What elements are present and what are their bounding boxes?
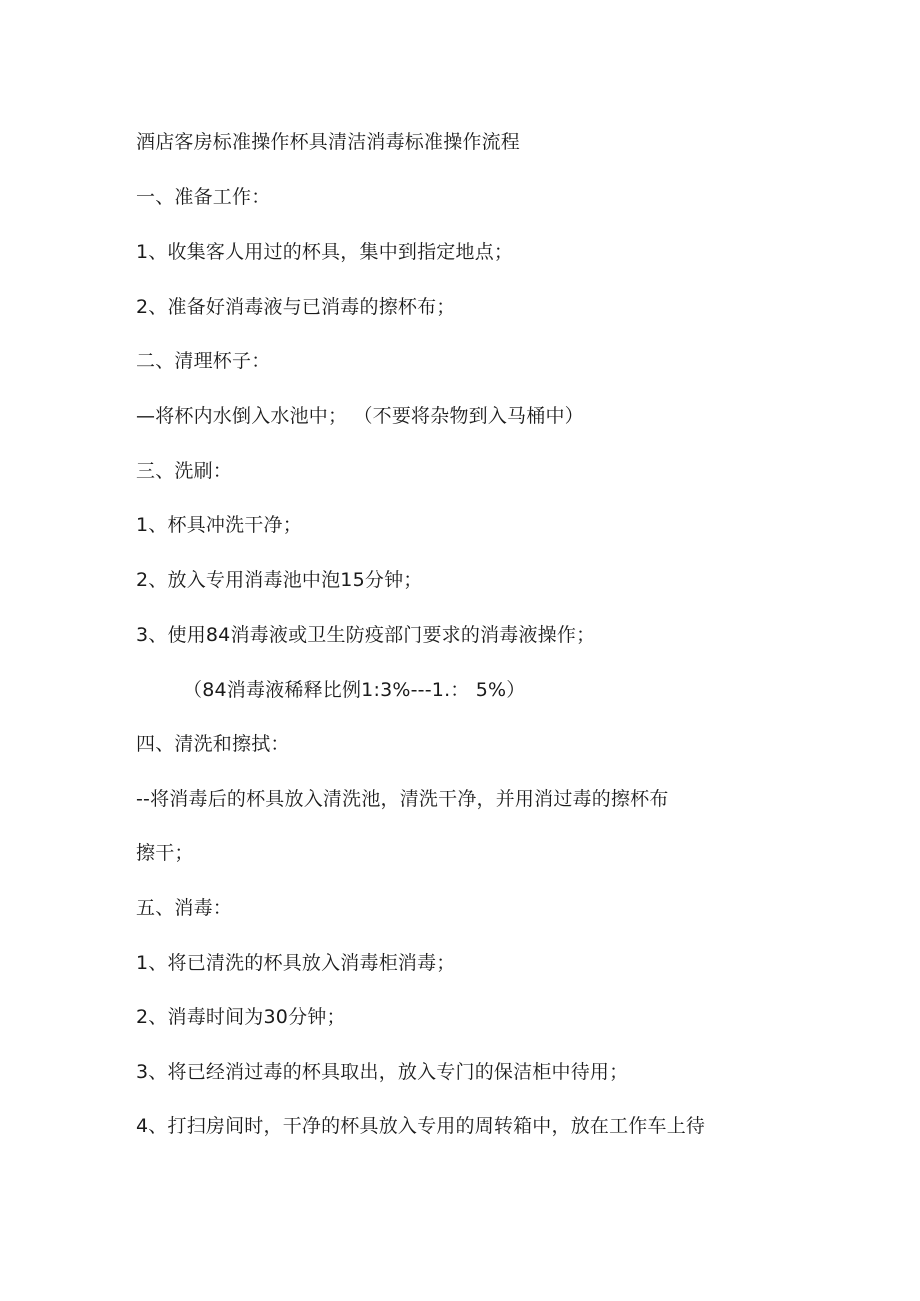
section-heading-disinfect: 五、消毒：: [136, 897, 233, 919]
step-line: 2、消毒时间为30分钟；: [136, 1006, 346, 1028]
step-line-continued: 擦干；: [136, 842, 194, 864]
step-line: --将消毒后的杯具放入清洗池，清洗干净，并用消过毒的擦杯布: [136, 788, 669, 810]
step-line: 3、使用84消毒液或卫生防疫部门要求的消毒液操作；: [136, 624, 596, 646]
step-line: —将杯内水倒入水池中； （不要将杂物到入马桶中）: [136, 405, 584, 427]
step-line: 2、准备好消毒液与已消毒的擦杯布；: [136, 296, 456, 318]
section-heading-rinse-wipe: 四、清洗和擦拭：: [136, 733, 290, 755]
step-line: 4、打扫房间时，干净的杯具放入专用的周转箱中，放在工作车上待: [136, 1115, 706, 1137]
document-title: 酒店客房标准操作杯具清洁消毒标准操作流程: [136, 131, 521, 153]
section-heading-clean-cups: 二、清理杯子：: [136, 350, 271, 372]
dilution-note: （84消毒液稀释比例1:3%---1.： 5%）: [183, 679, 526, 701]
step-line: 1、收集客人用过的杯具，集中到指定地点；: [136, 241, 514, 263]
section-heading-prepare: 一、准备工作：: [136, 186, 271, 208]
step-line: 3、将已经消过毒的杯具取出，放入专门的保洁柜中待用；: [136, 1061, 629, 1083]
step-line: 1、杯具冲洗干净；: [136, 514, 302, 536]
section-heading-wash: 三、洗刷：: [136, 460, 233, 482]
step-line: 1、将已清洗的杯具放入消毒柜消毒；: [136, 952, 456, 974]
step-line: 2、放入专用消毒池中泡15分钟；: [136, 569, 423, 591]
